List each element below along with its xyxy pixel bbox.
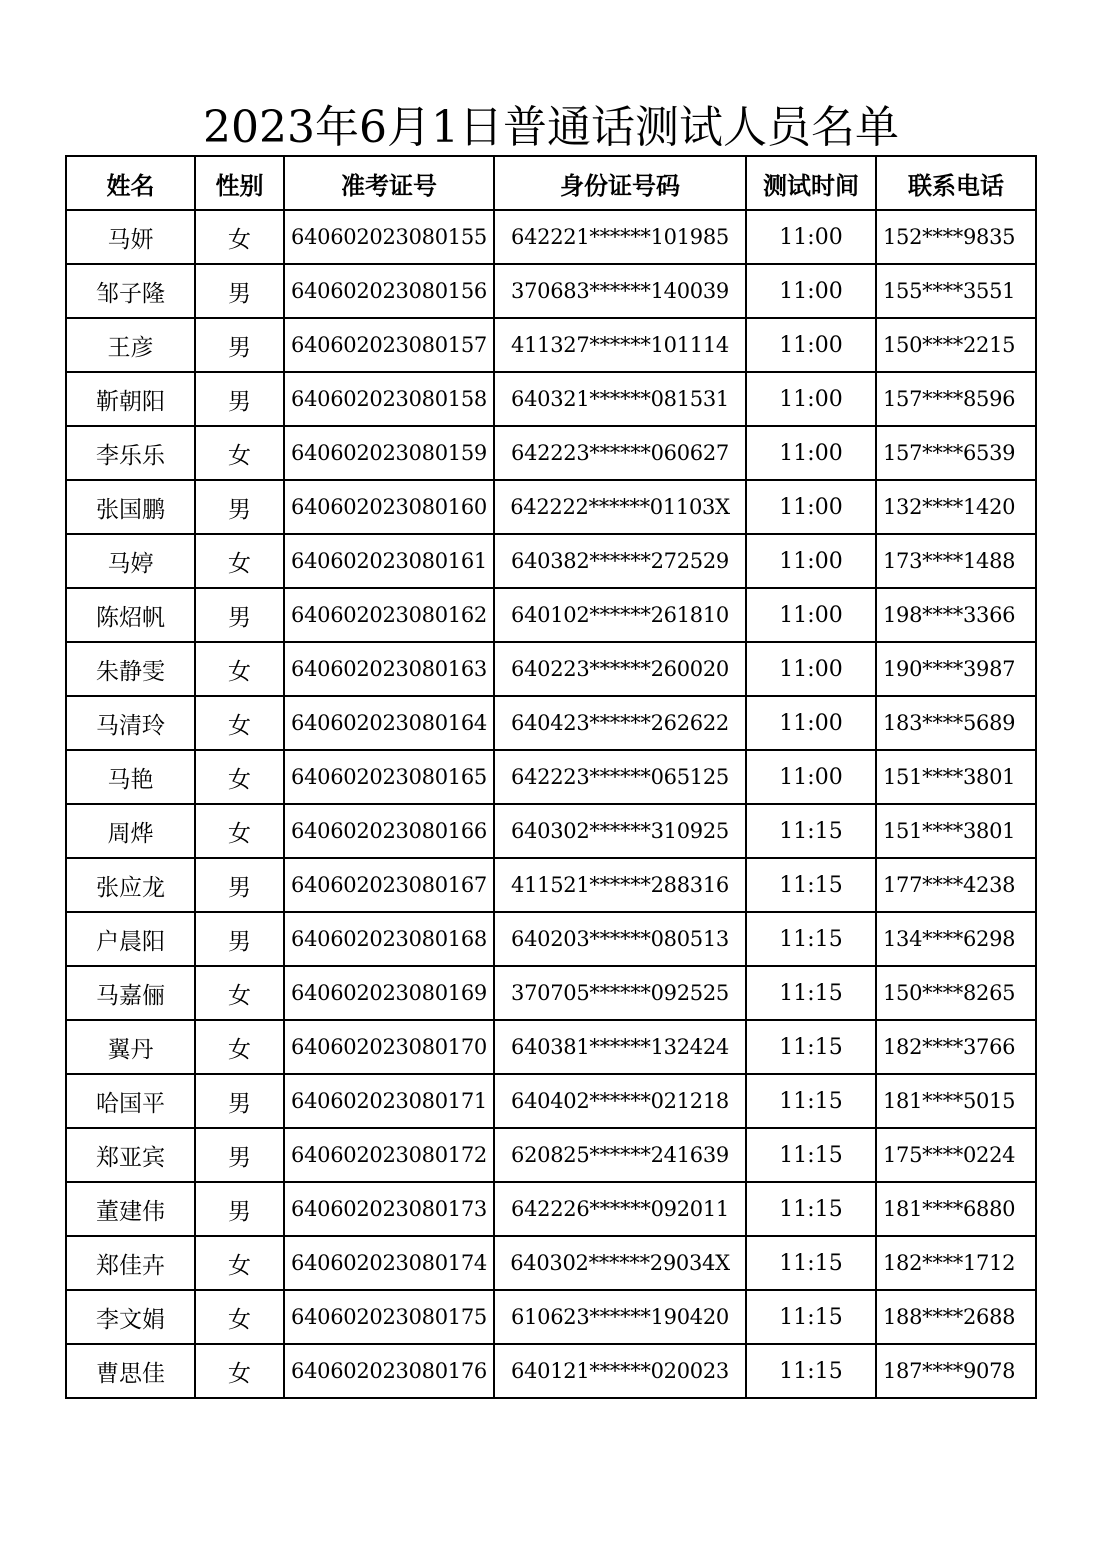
- cell-name: 李乐乐: [66, 426, 195, 480]
- cell-admission-number: 640602023080173: [284, 1182, 494, 1236]
- cell-id-number: 642222******01103X: [494, 480, 746, 534]
- cell-id-number: 640302******310925: [494, 804, 746, 858]
- cell-gender: 男: [195, 588, 284, 642]
- cell-phone: 173****1488: [876, 534, 1036, 588]
- cell-phone: 157****6539: [876, 426, 1036, 480]
- cell-test-time: 11:15: [746, 1074, 876, 1128]
- cell-phone: 155****3551: [876, 264, 1036, 318]
- header-admission-number: 准考证号: [284, 156, 494, 210]
- cell-id-number: 640381******132424: [494, 1020, 746, 1074]
- cell-admission-number: 640602023080156: [284, 264, 494, 318]
- cell-gender: 女: [195, 1020, 284, 1074]
- header-row: [66, 156, 1036, 210]
- cell-phone: 177****4238: [876, 858, 1036, 912]
- header-id-number: 身份证号码: [494, 156, 746, 210]
- table-row: [66, 804, 1036, 858]
- cell-name: 张应龙: [66, 858, 195, 912]
- cell-phone: 181****5015: [876, 1074, 1036, 1128]
- cell-gender: 女: [195, 1290, 284, 1344]
- cell-test-time: 11:15: [746, 804, 876, 858]
- cell-test-time: 11:15: [746, 1344, 876, 1398]
- cell-id-number: 640121******020023: [494, 1344, 746, 1398]
- roster-table: [65, 155, 1037, 1399]
- cell-test-time: 11:00: [746, 318, 876, 372]
- cell-id-number: 640223******260020: [494, 642, 746, 696]
- cell-id-number: 640321******081531: [494, 372, 746, 426]
- header-phone: 联系电话: [876, 156, 1036, 210]
- cell-gender: 男: [195, 1128, 284, 1182]
- cell-phone: 190****3987: [876, 642, 1036, 696]
- cell-test-time: 11:15: [746, 858, 876, 912]
- cell-admission-number: 640602023080170: [284, 1020, 494, 1074]
- cell-id-number: 610623******190420: [494, 1290, 746, 1344]
- header-name: 姓名: [66, 156, 195, 210]
- cell-phone: 183****5689: [876, 696, 1036, 750]
- table-row: [66, 318, 1036, 372]
- cell-id-number: 370683******140039: [494, 264, 746, 318]
- cell-name: 马嘉俪: [66, 966, 195, 1020]
- cell-name: 哈国平: [66, 1074, 195, 1128]
- cell-admission-number: 640602023080171: [284, 1074, 494, 1128]
- table-row: [66, 534, 1036, 588]
- cell-phone: 181****6880: [876, 1182, 1036, 1236]
- cell-admission-number: 640602023080168: [284, 912, 494, 966]
- cell-name: 翼丹: [66, 1020, 195, 1074]
- cell-name: 周烨: [66, 804, 195, 858]
- cell-test-time: 11:00: [746, 534, 876, 588]
- cell-id-number: 640382******272529: [494, 534, 746, 588]
- table-row: [66, 1074, 1036, 1128]
- cell-gender: 男: [195, 264, 284, 318]
- cell-phone: 182****1712: [876, 1236, 1036, 1290]
- cell-name: 朱静雯: [66, 642, 195, 696]
- cell-id-number: 640302******29034X: [494, 1236, 746, 1290]
- cell-name: 郑佳卉: [66, 1236, 195, 1290]
- cell-admission-number: 640602023080158: [284, 372, 494, 426]
- cell-name: 马清玲: [66, 696, 195, 750]
- cell-phone: 175****0224: [876, 1128, 1036, 1182]
- cell-phone: 132****1420: [876, 480, 1036, 534]
- page-title: 2023年6月1日普通话测试人员名单: [203, 102, 899, 153]
- cell-test-time: 11:15: [746, 1182, 876, 1236]
- cell-phone: 188****2688: [876, 1290, 1036, 1344]
- cell-admission-number: 640602023080164: [284, 696, 494, 750]
- table-row: [66, 1128, 1036, 1182]
- table-row: [66, 588, 1036, 642]
- cell-test-time: 11:00: [746, 264, 876, 318]
- cell-name: 王彦: [66, 318, 195, 372]
- table-row: [66, 426, 1036, 480]
- cell-name: 马妍: [66, 210, 195, 264]
- cell-gender: 女: [195, 426, 284, 480]
- header-gender: 性别: [195, 156, 284, 210]
- cell-id-number: 620825******241639: [494, 1128, 746, 1182]
- table-row: [66, 210, 1036, 264]
- cell-gender: 男: [195, 912, 284, 966]
- table-row: [66, 1182, 1036, 1236]
- cell-phone: 157****8596: [876, 372, 1036, 426]
- cell-phone: 150****2215: [876, 318, 1036, 372]
- cell-phone: 134****6298: [876, 912, 1036, 966]
- cell-test-time: 11:15: [746, 966, 876, 1020]
- cell-phone: 152****9835: [876, 210, 1036, 264]
- cell-phone: 187****9078: [876, 1344, 1036, 1398]
- cell-name: 陈炤帆: [66, 588, 195, 642]
- cell-admission-number: 640602023080174: [284, 1236, 494, 1290]
- cell-gender: 男: [195, 480, 284, 534]
- cell-admission-number: 640602023080167: [284, 858, 494, 912]
- cell-phone: 182****3766: [876, 1020, 1036, 1074]
- cell-admission-number: 640602023080162: [284, 588, 494, 642]
- cell-gender: 女: [195, 642, 284, 696]
- cell-gender: 女: [195, 750, 284, 804]
- cell-admission-number: 640602023080160: [284, 480, 494, 534]
- cell-test-time: 11:15: [746, 1020, 876, 1074]
- cell-test-time: 11:00: [746, 642, 876, 696]
- cell-name: 张国鹏: [66, 480, 195, 534]
- table-row: [66, 1344, 1036, 1398]
- cell-test-time: 11:00: [746, 210, 876, 264]
- cell-id-number: 640402******021218: [494, 1074, 746, 1128]
- table-row: [66, 642, 1036, 696]
- cell-admission-number: 640602023080165: [284, 750, 494, 804]
- cell-id-number: 640423******262622: [494, 696, 746, 750]
- cell-id-number: 411521******288316: [494, 858, 746, 912]
- cell-test-time: 11:00: [746, 426, 876, 480]
- cell-name: 户晨阳: [66, 912, 195, 966]
- cell-id-number: 370705******092525: [494, 966, 746, 1020]
- cell-gender: 女: [195, 210, 284, 264]
- table-row: [66, 750, 1036, 804]
- cell-admission-number: 640602023080155: [284, 210, 494, 264]
- table-row: [66, 372, 1036, 426]
- cell-gender: 女: [195, 534, 284, 588]
- cell-id-number: 640203******080513: [494, 912, 746, 966]
- cell-admission-number: 640602023080166: [284, 804, 494, 858]
- cell-phone: 150****8265: [876, 966, 1036, 1020]
- cell-admission-number: 640602023080161: [284, 534, 494, 588]
- cell-name: 曹思佳: [66, 1344, 195, 1398]
- table-row: [66, 966, 1036, 1020]
- cell-admission-number: 640602023080175: [284, 1290, 494, 1344]
- cell-id-number: 640102******261810: [494, 588, 746, 642]
- cell-gender: 男: [195, 1182, 284, 1236]
- cell-name: 李文娟: [66, 1290, 195, 1344]
- cell-test-time: 11:00: [746, 480, 876, 534]
- cell-id-number: 642221******101985: [494, 210, 746, 264]
- header-test-time: 测试时间: [746, 156, 876, 210]
- cell-name: 董建伟: [66, 1182, 195, 1236]
- table-row: [66, 264, 1036, 318]
- table-row: [66, 480, 1036, 534]
- cell-admission-number: 640602023080159: [284, 426, 494, 480]
- cell-name: 邹子隆: [66, 264, 195, 318]
- cell-id-number: 642226******092011: [494, 1182, 746, 1236]
- cell-gender: 男: [195, 318, 284, 372]
- table-row: [66, 912, 1036, 966]
- cell-admission-number: 640602023080169: [284, 966, 494, 1020]
- cell-name: 马艳: [66, 750, 195, 804]
- cell-gender: 女: [195, 966, 284, 1020]
- cell-gender: 男: [195, 372, 284, 426]
- cell-test-time: 11:00: [746, 750, 876, 804]
- cell-id-number: 642223******060627: [494, 426, 746, 480]
- cell-phone: 198****3366: [876, 588, 1036, 642]
- cell-gender: 女: [195, 804, 284, 858]
- table-row: [66, 1290, 1036, 1344]
- cell-test-time: 11:00: [746, 588, 876, 642]
- cell-test-time: 11:15: [746, 912, 876, 966]
- cell-name: 郑亚宾: [66, 1128, 195, 1182]
- cell-name: 马婷: [66, 534, 195, 588]
- cell-test-time: 11:15: [746, 1128, 876, 1182]
- cell-phone: 151****3801: [876, 750, 1036, 804]
- cell-test-time: 11:00: [746, 696, 876, 750]
- cell-test-time: 11:15: [746, 1236, 876, 1290]
- cell-gender: 女: [195, 1344, 284, 1398]
- cell-phone: 151****3801: [876, 804, 1036, 858]
- cell-test-time: 11:00: [746, 372, 876, 426]
- cell-test-time: 11:15: [746, 1290, 876, 1344]
- table-row: [66, 1020, 1036, 1074]
- roster-body: [66, 210, 1036, 1398]
- cell-name: 靳朝阳: [66, 372, 195, 426]
- table-row: [66, 858, 1036, 912]
- cell-id-number: 411327******101114: [494, 318, 746, 372]
- cell-admission-number: 640602023080157: [284, 318, 494, 372]
- table-row: [66, 696, 1036, 750]
- cell-admission-number: 640602023080176: [284, 1344, 494, 1398]
- cell-admission-number: 640602023080172: [284, 1128, 494, 1182]
- cell-gender: 女: [195, 696, 284, 750]
- cell-gender: 男: [195, 1074, 284, 1128]
- cell-gender: 女: [195, 1236, 284, 1290]
- cell-gender: 男: [195, 858, 284, 912]
- table-row: [66, 1236, 1036, 1290]
- cell-admission-number: 640602023080163: [284, 642, 494, 696]
- cell-id-number: 642223******065125: [494, 750, 746, 804]
